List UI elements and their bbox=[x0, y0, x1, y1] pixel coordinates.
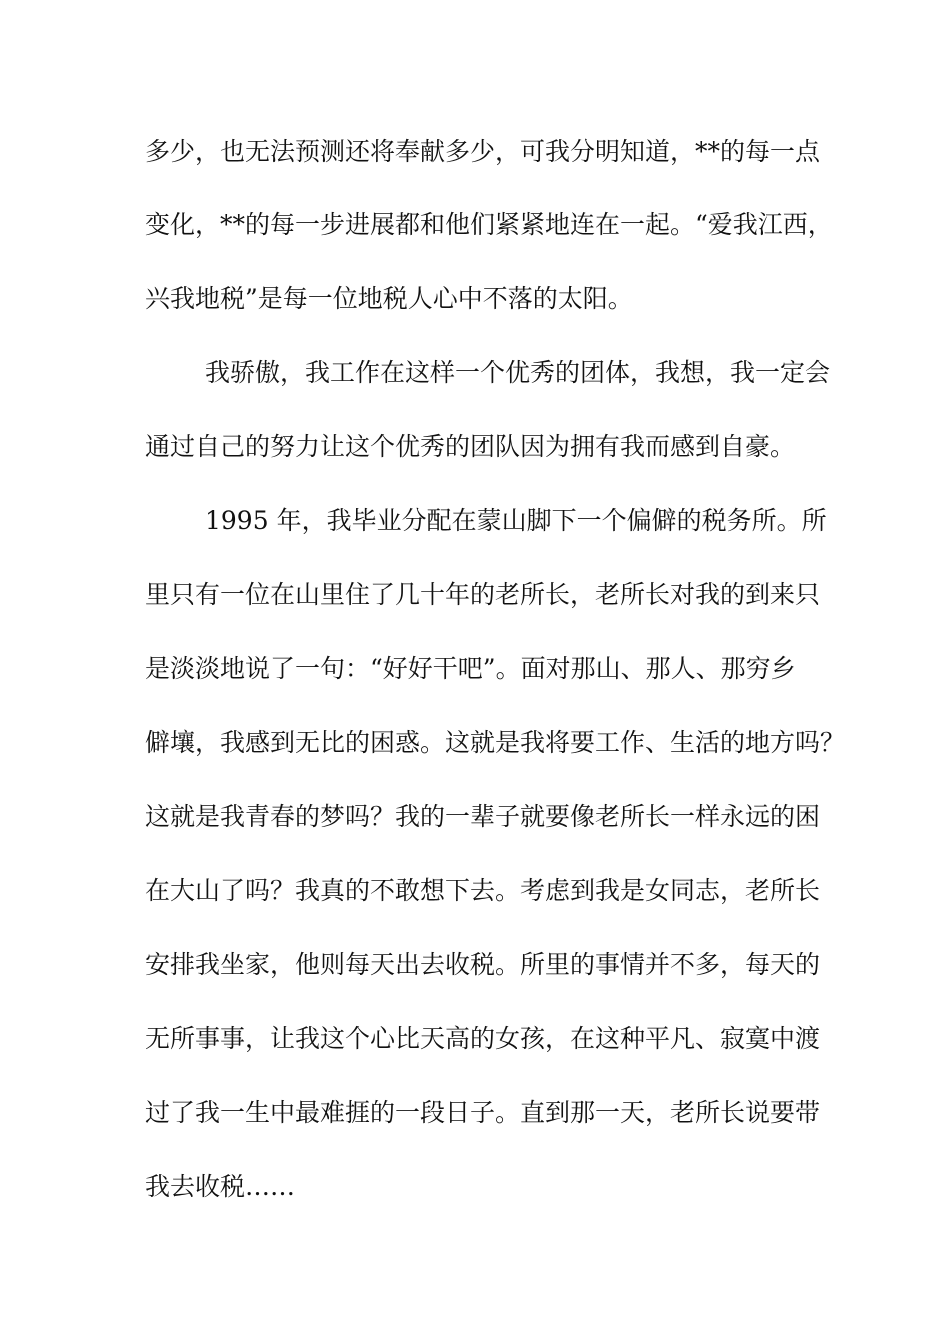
text-line: 无所事事，让我这个心比天高的女孩，在这种平凡、寂寞中渡 bbox=[145, 1024, 821, 1053]
text-line: 里只有一位在山里住了几十年的老所长，老所长对我的到来只 bbox=[145, 580, 821, 609]
text-line: 僻壤，我感到无比的困惑。这就是我将要工作、生活的地方吗？ bbox=[145, 728, 846, 757]
text-line: 过了我一生中最难捱的一段日子。直到那一天，老所长说要带 bbox=[145, 1098, 821, 1127]
text-line: 这就是我青春的梦吗？我的一辈子就要像老所长一样永远的困 bbox=[145, 802, 821, 831]
text-line: 变化，**的每一步进展都和他们紧紧地连在一起。“爱我江西， bbox=[145, 210, 833, 239]
text-line: 多少，也无法预测还将奉献多少，可我分明知道，**的每一点 bbox=[145, 137, 821, 166]
text-line: 通过自己的努力让这个优秀的团队因为拥有我而感到自豪。 bbox=[145, 432, 796, 461]
text-line: 安排我坐家，他则每天出去收税。所里的事情并不多，每天的 bbox=[145, 950, 821, 979]
paragraph-first-line: 我骄傲，我工作在这样一个优秀的团体，我想，我一定会 bbox=[205, 358, 831, 387]
text-line: 我去收税…… bbox=[145, 1172, 296, 1201]
text-line: 是淡淡地说了一句：“好好干吧”。面对那山、那人、那穷乡 bbox=[145, 654, 796, 683]
text-line: 在大山了吗？我真的不敢想下去。考虑到我是女同志，老所长 bbox=[145, 876, 821, 905]
text-line: 兴我地税”是每一位地税人心中不落的太阳。 bbox=[145, 284, 633, 313]
paragraph-first-line: 1995 年，我毕业分配在蒙山脚下一个偏僻的税务所。所 bbox=[205, 506, 827, 535]
